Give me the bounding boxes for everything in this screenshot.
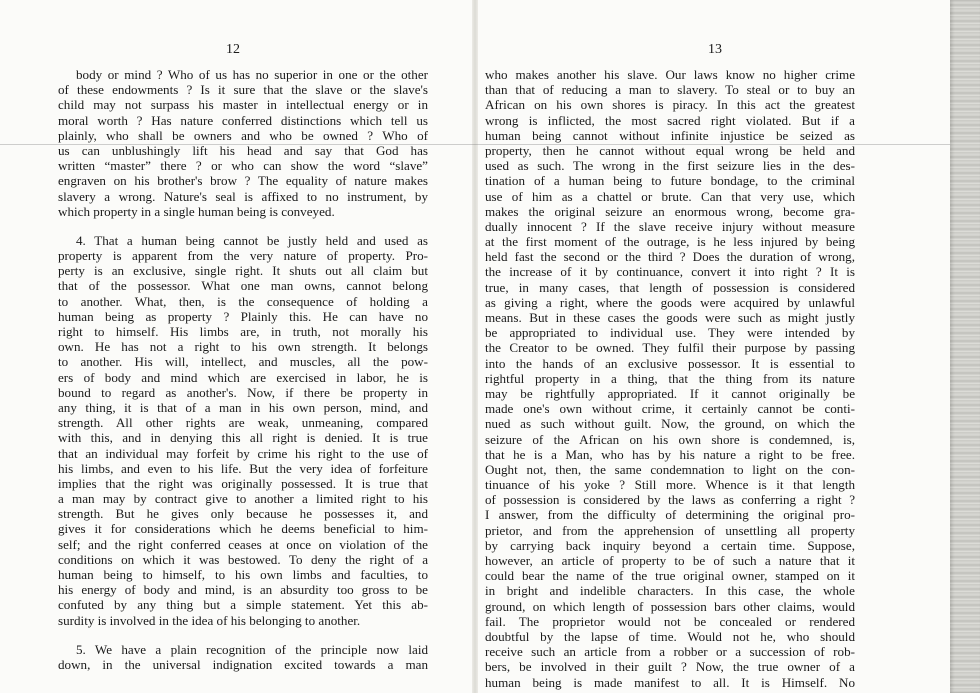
text-line: a man may by contract give to another a limited right to his [58,491,428,507]
page-number-right: 13 [708,42,722,57]
text-line: gives it for considerations which he deems beneficial to him- [58,521,428,537]
right-page [475,0,950,693]
text-line: which property in a single human being is conveyed. [58,203,335,219]
text-line: property is apparent from the very nature of property. Pro- [58,248,428,264]
text-line: could bear the name of the true original owner, stamped on it [485,568,855,584]
text-line: property, then he cannot without equal wrong be held and [485,142,855,158]
text-line: 5. We have a plain recognition of the principle now laid [76,641,428,657]
text-line: the increase of it by continuance, convert it into right ? It is [485,264,855,280]
text-line: with this, and in denying this all right is denied. It is true [58,430,428,446]
text-line: held fast the second or the third ? Does the duration of wrong, [485,249,855,265]
text-line: who makes another his slave. Our laws know no higher crime [485,67,855,82]
text-line: strength. All other rights are weak, unmeaning, compared [58,415,428,431]
paragraph [58,642,428,672]
text-line: nued as such without guilt. Now, the ground, on which the [485,416,855,432]
text-line: plainly, who shall be owners and who be owned ? Who of [58,127,428,143]
text-line: I answer, from the difficulty of determining the original pro- [485,507,855,523]
text-line: that he is a Man, who has by his nature a right to be free. [485,446,855,462]
text-line: his limbs, and even to his life. But the very idea of forfeiture [58,460,428,476]
book-gutter [472,0,478,693]
text-line: confuted by any thing but a simple statement. Yet this ab- [58,597,428,613]
text-line: to another. What, then, is the consequence of holding a [58,293,428,309]
page-number-left: 12 [226,42,240,57]
text-line: implies that the right was originally possessed. It is true that [58,475,428,491]
text-line: child may not surpass his master in intellectual energy or in [58,97,428,113]
text-line: slavery a wrong. Nature's seal is affixed to no instrument, by [58,188,428,204]
text-line: African on his own shores is piracy. In this act the greatest [485,97,855,113]
text-line: fail. The proprietor would not be concealed or rendered [485,613,855,629]
text-line: made one's own without crime, it certainly cannot be conti- [485,401,855,417]
text-line: bound to regard as another's. Now, if there be property in [58,384,428,400]
text-line: engraven on his brother's brow ? The equality of nature makes [58,173,428,189]
text-line: seizure of the African on his own shore is condemned, is, [485,431,855,447]
text-line: of possession is considered by the laws as conferring a right ? [485,492,855,508]
text-line: down, in the universal indignation excited towards a man [58,656,428,672]
paragraph-gap [58,219,428,233]
page-edge-strip [950,0,980,693]
text-line: perty is an exclusive, single right. It shuts out all claim but [58,263,428,279]
text-line: 4. That a human being cannot be justly held and used as [76,232,428,248]
text-line: strength. But he gives only because he possesses it, and [58,506,428,522]
text-line: however, an article of property to be of such a nature that it [485,553,855,568]
text-line: ground, on which length of possession bars other claims, would [485,598,855,614]
text-line: use of him as a chattel or brute. Can that very use, which [485,188,855,204]
text-line: prietor, and from the apprehension of unsettling all property [485,522,855,538]
text-line: that an individual may forfeit by crime his right to the use of [58,445,428,461]
text-line: the Creator to be owned. They fulfil their purpose by passing [485,340,855,356]
text-line: any thing, it is that of a man in his own person, mind, and [58,399,428,415]
text-line: used as such. The wrong in the first seizure lies in the des- [485,158,855,174]
text-line: us can unblushingly lift his head and say that God has [58,142,428,158]
paragraph [58,67,428,219]
text-line: human being as property ? Plainly this. He can have no [58,308,428,324]
text-line: be appropriated to individual use. They were intended by [485,325,855,341]
left-page [0,0,475,693]
text-line: tination of a human being to future bondage, to the criminal [485,173,855,189]
text-line: to another. His will, intellect, and muscles, all the pow- [58,354,428,370]
text-line: ers of body and mind which are exercised in labor, he is [58,369,428,385]
text-line: bers, be involved in their guilt ? Now, the true owner of a [485,659,855,675]
text-line: moral worth ? Has nature conferred distinctions which tell us [58,112,428,128]
text-line: by carrying back inquiry beyond a certain time. Suppose, [485,537,855,553]
paragraph-gap [58,628,428,642]
text-line: body or mind ? Who of us has no superior in one or the other [76,67,428,82]
text-line: own. He has not a right to his own strength. It belongs [58,339,428,355]
text-line: makes the original seizure an enormous wrong, become gra- [485,203,855,219]
scan-fold-line [0,144,950,145]
text-line: true, in many cases, that length of possession is considered [485,279,855,295]
text-line: conditions on which it was bestowed. To deny the right of a [58,551,428,567]
text-line: than that of reducing a man to slavery. To steal or to buy an [485,82,855,98]
text-line: in bright and indelible characters. In this case, the whole [485,583,855,599]
text-line: at the first moment of the outrage, is he less injured by being [485,234,855,250]
text-line: his energy of body and mind, is an absurdity too gross to be [58,582,428,598]
text-line: dually innocent ? If the slave receive injury without measure [485,218,855,234]
text-line: human being cannot without infinite injustice be seized as [485,127,855,143]
text-line: receive such an article from a robber or a succession of rob- [485,644,855,660]
left-page-text [58,67,428,672]
text-line: as giving a right, where the goods were acquired by unlawful [485,294,855,310]
text-line: of these endowments ? Is it sure that the slave or the slave's [58,82,428,98]
text-line: self; and the right conferred ceases at once on violation of the [58,536,428,552]
text-line: may be rightfully appropriated. If it cannot originally be [485,385,855,401]
text-line: rightful property in a thing, that the thing from its nature [485,370,855,386]
text-line: tinuance of his yoke ? Still more. Whence is it that length [485,477,855,493]
right-page-text [485,67,855,690]
text-line: into the hands of an exclusive possessor. It is essential to [485,355,855,371]
text-line: that of the possessor. What one man owns, cannot belong [58,278,428,294]
text-line: surdity is involved in the idea of his belonging to another. [58,612,361,628]
text-line: wrong is inflicted, the most sacred right violated. But if a [485,112,855,128]
text-line: Ought not, then, the same condemnation to light on the con- [485,461,855,477]
text-line: right to himself. His limbs are, in truth, not morally his [58,324,428,339]
text-line: doubtful by the lapse of time. Would not he, who should [485,628,855,644]
text-line: human being is made manifest to all. It is Himself. No [485,674,855,690]
paragraph [58,233,428,628]
text-line: means. But in these cases the goods were such as might justly [485,310,855,325]
text-line: human being to himself, to his own limbs and faculties, to [58,567,428,582]
text-line: written “master” there ? or who can show the word “slave” [58,158,428,174]
